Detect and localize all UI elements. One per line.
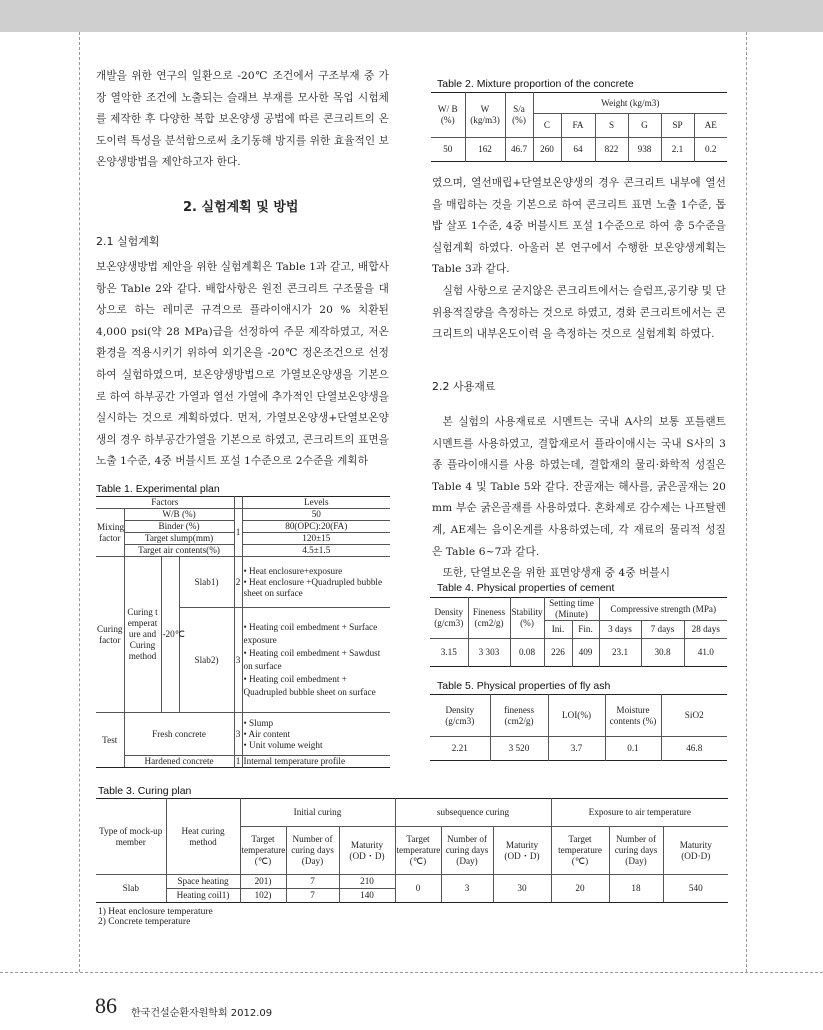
t3-cell: 18 <box>609 875 663 903</box>
t1-slab2-levels <box>242 608 390 713</box>
t4-cell: 23.1 <box>599 639 641 667</box>
right-margin-line <box>746 32 747 972</box>
t5-cell: 3 520 <box>490 737 548 761</box>
t1-mix-label: Mixing factor <box>96 509 124 557</box>
table2-mixture-proportion <box>431 92 727 162</box>
t3-h-initial: Initial curing <box>240 799 395 827</box>
table-row <box>430 737 727 761</box>
intro-paragraph: 개발을 위한 연구의 일환으로 -20℃ 조건에서 구조부재 중 가장 열악한 조건에 노출되는 슬래브 부재를 모사한 목업 시험체를 제작한 후 다양한 복합 보온양생 공법에 따른 콘크리트의 온도이력 특성을 분석함으로써 초기동해 방지를 위한 효율적인 보온양생방법을 제안하고자 한다. <box>96 70 389 169</box>
t2-h-col: G <box>628 114 661 138</box>
table-row <box>96 713 390 756</box>
journal-name: 한국건설순환자원학회 2012.09 <box>131 1008 273 1019</box>
t5-h: LOI(%) <box>548 695 605 737</box>
t2-cell: 938 <box>628 138 661 162</box>
t4-h-comp: Compressive strength (MPa) <box>599 598 727 621</box>
subsection-2-2: 2.2 사용재료 <box>432 380 496 393</box>
t3-cell: 20 <box>551 875 609 903</box>
t3-h-mat: Maturity (OD·D) <box>663 827 728 875</box>
t1-fresh-count: 3 <box>234 713 242 756</box>
t1-slab2: Slab2) <box>179 608 234 713</box>
table-row <box>96 533 390 545</box>
table-row <box>96 557 390 608</box>
table2-caption: Table 2. Mixture proportion of the concrete <box>437 78 634 90</box>
t2-cell: 46.7 <box>505 138 533 162</box>
t3-member: Slab <box>96 875 166 903</box>
header-band <box>0 0 823 32</box>
table1-caption: Table 1. Experimental plan <box>96 483 220 495</box>
t2-h-sa: S/a (%) <box>505 93 533 138</box>
t2-cell: 260 <box>533 138 561 162</box>
level-item: • Unit volume weight <box>243 739 323 750</box>
t1-slab1-levels <box>242 557 390 608</box>
table-row <box>430 639 727 667</box>
t4-h-day: 3 days <box>599 621 641 639</box>
t3-cell: 140 <box>339 889 395 903</box>
t1-mix-name: Target slump(mm) <box>124 533 234 545</box>
level-item: • Slump <box>243 717 274 728</box>
t4-h-setting: Setting time (Minute) <box>544 598 599 621</box>
table3-caption: Table 3. Curing plan <box>98 785 192 797</box>
table1-experimental-plan <box>96 496 390 768</box>
left-body <box>96 257 389 473</box>
t4-h-density: Density (g/cm3) <box>430 598 468 639</box>
table-row <box>96 545 390 557</box>
t1-hardened-level: Internal temperature profile <box>243 756 346 766</box>
footnote: 2) Concrete temperature <box>98 917 191 927</box>
body-paragraph: 실험 사항으로 굳지않은 콘크리트에서는 슬럼프,공기량 및 단위용적질량을 측정하는 것으로 하였고, 경화 콘크리트에서는 콘크리트의 내부온도이력 을 측정하는 것으로 실험계획 하였다. <box>432 284 726 341</box>
t4-cell: 3.15 <box>430 639 468 667</box>
t4-cell: 226 <box>544 639 572 667</box>
right-body-1 <box>432 173 726 346</box>
table5-caption: Table 5. Physical properties of fly ash <box>437 680 611 692</box>
table3-curing-plan <box>96 798 728 903</box>
t1-slab2-count: 3 <box>234 608 242 713</box>
t1-hardened-count: 1 <box>235 756 241 766</box>
t1-h-levels: Levels <box>242 497 390 509</box>
t3-method: Space heating <box>166 875 240 889</box>
t2-cell: 0.2 <box>705 144 717 154</box>
t1-curing-factor: Curing factor <box>96 557 124 713</box>
t1-mix-level: 50 <box>242 509 390 521</box>
t1-test: Test <box>96 713 124 768</box>
t1-fresh: Fresh concrete <box>124 713 234 756</box>
t5-h: fineness (cm2/g) <box>490 695 548 737</box>
body-paragraph: 또한, 단열보온을 위한 표면양생재 중 4중 버블시 <box>442 567 671 580</box>
t1-slab1-count: 2 <box>234 557 242 608</box>
t4-h-stability: Stability (%) <box>510 598 544 639</box>
t4-cell: 41.0 <box>697 647 714 657</box>
t2-h-w: W (kg/m3) <box>465 93 505 138</box>
t4-h-ini: Ini. <box>544 621 572 639</box>
level-item: • Heat enclosure+exposure <box>243 565 343 576</box>
t1-mix-level: 120±15 <box>242 533 390 545</box>
t3-h-subseq: subsequence curing <box>395 799 551 827</box>
t4-cell: 30.8 <box>641 639 684 667</box>
t1-mix-name: W/B (%) <box>124 509 234 521</box>
t1-fresh-levels <box>242 713 390 756</box>
t2-cell: 50 <box>431 138 465 162</box>
table5-flyash-properties <box>430 694 727 761</box>
t1-curing-temp: Curing temperature and Curing method <box>124 557 161 713</box>
t3-h-target: Target temperature (℃) <box>395 827 441 875</box>
t1-temp: -20℃ <box>161 557 179 713</box>
t3-cell: 201) <box>240 875 286 889</box>
table-row <box>96 521 390 533</box>
t3-cell: 30 <box>493 875 551 903</box>
t3-cell: 7 <box>286 875 339 889</box>
body-paragraph: 보온양생방법 제안을 위한 실험계획은 Table 1과 같고, 배합사항은 Table 2와 같다. 배합사항은 원전 콘크리트 구조물을 대상으로 하는 레미콘 규격으로 플라이애시가 20 % 치환된 4,000 psi(약 28 MPa)급을 선정하여 주문 제작하였고, 저온 환경을 적용시키기 위하여 외기온을 -20℃ 정온조건으로 선정하여 실험하였으며, 보온양생방법으로 가열보온양생을 기본으로 하여 하부공간 가열과 열선 가열에 추가적인 단열보온양생을 실시하는 것으로 계획하였다. 먼저, 가열보온양생+단열보온양생의 경우 하부공간가열을 기본으로 하였고, 콘크리트의 표면을 노출 1수준, 4중 버블시트 포설 1수준으로 2수준을 계획하 <box>96 261 389 468</box>
t2-cell: 2.1 <box>661 138 694 162</box>
table3-notes <box>98 907 213 927</box>
table-row <box>430 695 727 737</box>
right-body-2 <box>432 412 726 585</box>
level-item: • Heating coil embedment + Sawdust on surface <box>243 648 381 671</box>
t5-cell: 2.21 <box>430 737 490 761</box>
t4-cell: 3 303 <box>468 639 510 667</box>
t4-h-day: 7 days <box>641 621 684 639</box>
t4-cell: 0.08 <box>510 639 544 667</box>
t2-h-col: FA <box>561 114 595 138</box>
level-item: • Heating coil embedment + Quadrupled bubble sheet on surface <box>243 674 376 697</box>
table-row <box>96 509 390 521</box>
t3-h-exposure: Exposure to air temperature <box>551 799 728 827</box>
t3-h-mat: Maturity (OD・D) <box>493 827 551 875</box>
level-item: • Heating coil embedment + Surface exposure <box>243 622 378 645</box>
t5-h: SiO2 <box>661 695 727 737</box>
level-item: • Heat enclosure +Quadrupled bubble sheet on surface <box>243 576 383 598</box>
t5-cell: 46.8 <box>686 743 703 753</box>
t5-cell: 3.7 <box>548 737 605 761</box>
t1-hardened: Hardened concrete <box>124 756 234 768</box>
t2-h-wb: W/ B (%) <box>431 93 465 138</box>
t3-h-type: Type of mock-up member <box>96 799 166 875</box>
t2-h-col: AE <box>694 114 727 138</box>
t1-mix-name: Binder (%) <box>124 521 234 533</box>
t1-mix-level: 80(OPC):20(FA) <box>242 521 390 533</box>
t2-cell: 162 <box>465 138 505 162</box>
t2-h-weight: Weight (kg/m3) <box>533 93 727 114</box>
table-row <box>96 756 390 768</box>
t5-h: Density (g/cm3) <box>430 695 490 737</box>
t4-h-fin: Fin. <box>572 621 599 639</box>
t1-slab1: Slab1) <box>179 557 234 608</box>
level-item: • Air content <box>243 728 291 739</box>
t3-h-method: Heat curing method <box>166 799 240 875</box>
t2-h-col: C <box>533 114 561 138</box>
table-row <box>431 138 727 162</box>
section-title: 2. 실험계획 및 방법 <box>183 200 299 215</box>
table4-caption: Table 4. Physical properties of cement <box>437 582 615 594</box>
subsection-2-1: 2.1 실험계획 <box>96 235 160 248</box>
t2-h-col: S <box>595 114 628 138</box>
t3-cell: 7 <box>286 889 339 903</box>
t2-cell: 822 <box>595 138 628 162</box>
t3-cell: 210 <box>339 875 395 889</box>
table-row <box>431 93 727 114</box>
left-margin-line <box>79 32 80 972</box>
t3-cell: 540 <box>663 875 728 903</box>
body-paragraph: 본 실험의 사용재료로 시멘트는 국내 A사의 보통 포틀랜트 시멘트를 사용하였고, 결합재로서 플라이애시는 국내 S사의 3종 플라이애시를 사용 하였는데, 결합재의 물리·화학적 성질은 Table 4 및 Table 5와 같다. 잔골재는 해사를, 굵은골재는 20 mm 부순 굵은골재를 사용하였다. 혼화제로 감수제는 나프탈렌계, AE제는 음이온계를 사용하였는데, 각 재료의 물리적 성질은 Table 6~7과 같다. <box>432 416 726 558</box>
footnote: 1) Heat enclosure temperature <box>98 907 213 917</box>
t3-h-days: Number of curing days (Day) <box>286 827 339 875</box>
table-row <box>96 497 390 509</box>
t3-cell: 0 <box>395 875 441 903</box>
table-row <box>96 799 728 827</box>
table-row <box>430 598 727 621</box>
t3-h-target: Target temperature (℃) <box>551 827 609 875</box>
footer-divider <box>0 972 823 973</box>
body-paragraph: 였으며, 열선매립+단열보온양생의 경우 콘크리트 내부에 열선을 매립하는 것을 기본으로 하여 콘크리트 표면 노출 1수준, 톱밥 살포 1수준, 4중 버블시트 포설 1수준으로 하여 총 5수준을 실험계획 하였다. 아울러 본 연구에서 수행한 보온양생계획는 Table 3과 같다. <box>432 177 726 276</box>
table-row <box>96 875 728 889</box>
t4-h-day: 28 days <box>684 621 727 639</box>
t3-h-days: Number of curing days (Day) <box>441 827 493 875</box>
t1-mix-level: 4.5±1.5 <box>242 545 390 557</box>
table4-cement-properties <box>430 597 727 667</box>
t2-h-col: SP <box>661 114 694 138</box>
t1-mix-count: 1 <box>234 509 242 557</box>
t3-h-target: Target temperature (℃) <box>240 827 286 875</box>
t3-cell: 3 <box>441 875 493 903</box>
t3-cell: 102) <box>240 889 286 903</box>
page-number: 86 <box>95 993 117 1018</box>
t1-h-factors: Factors <box>96 497 234 509</box>
t5-h: Moisture contents (%) <box>605 695 661 737</box>
t4-cell: 409 <box>572 639 599 667</box>
t3-h-days: Number of curing days (Day) <box>609 827 663 875</box>
t4-h-fineness: Fineness (cm2/g) <box>468 598 510 639</box>
t2-cell: 64 <box>561 138 595 162</box>
t5-cell: 0.1 <box>605 737 661 761</box>
t3-h-mat: Maturity (OD・D) <box>339 827 395 875</box>
t3-method: Heating coil1) <box>166 889 240 903</box>
t1-mix-name: Target air contents(%) <box>124 545 234 557</box>
left-intro <box>96 66 389 174</box>
